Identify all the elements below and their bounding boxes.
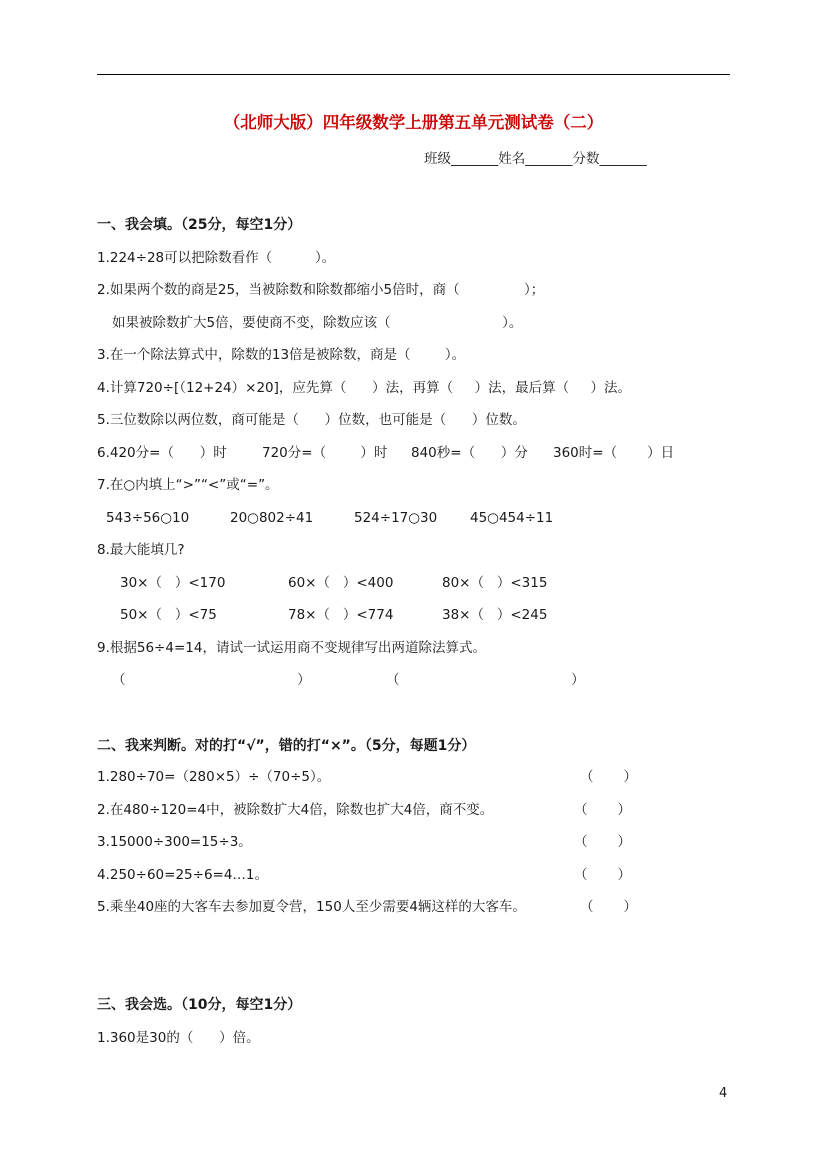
compare-item: 524÷17○30 xyxy=(354,510,438,526)
compare-item: 45○454÷11 xyxy=(470,510,554,526)
question-text: 4.计算720÷[（12+24）×20]，应先算（ ）法，再算（ ）法，最后算（ ）法。 xyxy=(97,380,632,396)
header-rule xyxy=(97,74,730,75)
compare-item: 20○802÷41 xyxy=(230,510,314,526)
fill-item: 60×（ ）<400 xyxy=(288,575,394,591)
compare-item: 543÷56○10 xyxy=(106,510,190,526)
question-text: 3.在一个除法算式中，除数的13倍是被除数，商是（ ）。 xyxy=(97,347,466,363)
section-heading: 二、我来判断。对的打“√”，错的打“×”。（5分，每题1分） xyxy=(97,738,476,754)
judge-item: 1.280÷70=（280×5）÷（70÷5）。 xyxy=(97,769,331,785)
question-text: 8.最大能填几? xyxy=(97,542,185,558)
question-text: 2.如果两个数的商是25，当被除数和除数都缩小5倍时，商（ ）； xyxy=(97,282,545,298)
fill-item: 38×（ ）<245 xyxy=(442,607,548,623)
answer-blank: （ ） xyxy=(112,672,311,688)
fill-item: 50×（ ）<75 xyxy=(120,607,217,623)
judge-item: 5.乘坐40座的大客车去参加夏令营，150人至少需要4辆这样的大客车。 xyxy=(97,899,526,915)
judge-blank: （ ） xyxy=(574,867,632,883)
page-title: （北师大版）四年级数学上册第五单元测试卷（二） xyxy=(223,113,604,132)
judge-item: 4.250÷60=25÷6=4…1。 xyxy=(97,867,269,883)
judge-blank: （ ） xyxy=(580,899,638,915)
judge-blank: （ ） xyxy=(574,834,632,850)
fill-item: 30×（ ）<170 xyxy=(120,575,226,591)
question-text: 1.360是30的（ ）倍。 xyxy=(97,1030,260,1046)
question-text: 如果被除数扩大5倍，要使商不变，除数应该（ ）。 xyxy=(112,315,523,331)
question-part: 6.420分=（ ）时 xyxy=(97,445,227,461)
question-text: 9.根据56÷4=14，请试一试运用商不变规律写出两道除法算式。 xyxy=(97,640,486,656)
question-part: 360时=（ ）日 xyxy=(553,445,675,461)
section-heading: 三、我会选。（10分，每空1分） xyxy=(97,997,302,1013)
question-text: 1.224÷28可以把除数看作（ ）。 xyxy=(97,250,336,266)
question-text: 7.在○内填上“>”“<”或“=”。 xyxy=(97,477,279,493)
question-text: 5.三位数除以两位数，商可能是（ ）位数，也可能是（ ）位数。 xyxy=(97,412,526,428)
question-part: 840秒=（ ）分 xyxy=(411,445,528,461)
section-heading: 一、我会填。（25分，每空1分） xyxy=(97,217,302,233)
question-part: 720分=（ ）时 xyxy=(262,445,388,461)
judge-item: 3.15000÷300=15÷3。 xyxy=(97,834,252,850)
judge-blank: （ ） xyxy=(574,802,632,818)
student-info-line: 班级_______姓名_______分数_______ xyxy=(424,151,647,167)
answer-blank: （ ） xyxy=(386,672,585,688)
fill-item: 80×（ ）<315 xyxy=(442,575,548,591)
fill-item: 78×（ ）<774 xyxy=(288,607,394,623)
judge-blank: （ ） xyxy=(580,769,638,785)
page-number: 4 xyxy=(719,1086,728,1101)
judge-item: 2.在480÷120=4中，被除数扩大4倍，除数也扩大4倍，商不变。 xyxy=(97,802,494,818)
